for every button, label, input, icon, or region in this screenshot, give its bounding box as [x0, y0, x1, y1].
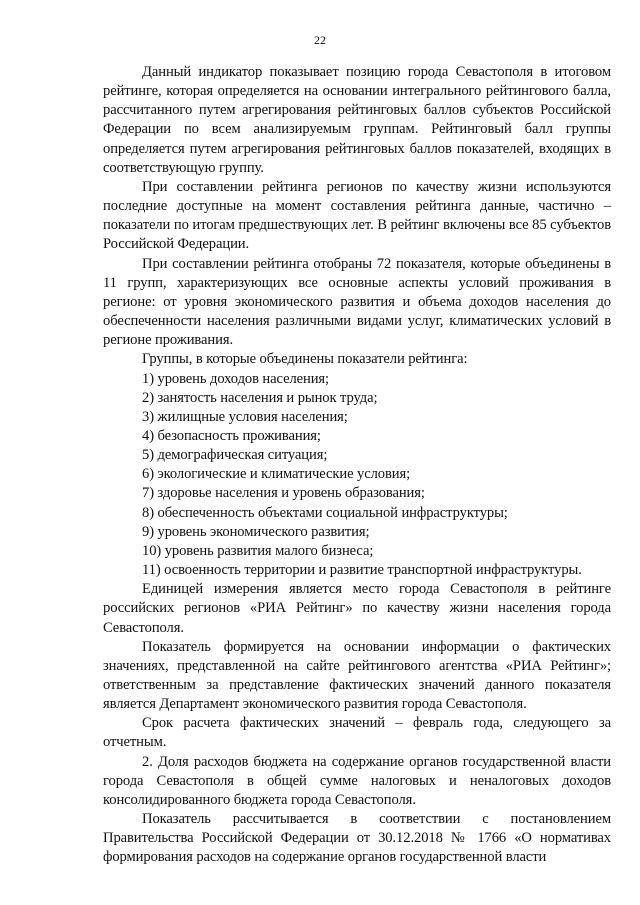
list-item: 1) уровень доходов населения; [142, 370, 329, 387]
list-item: 6) экологические и климатические условия; [142, 466, 411, 483]
document-body [103, 63, 611, 868]
list-item: 3) жилищные условия населения; [142, 408, 348, 425]
list-item: 9) уровень экономического развития; [142, 523, 370, 540]
list-item: 5) демографическая ситуация; [142, 447, 328, 464]
list-item: 4) безопасность проживания; [142, 427, 321, 444]
paragraph-rating-data: При составлении рейтинга регионов по качеству жизни используются последние доступные на момент составления рейтинга данные, частично – показатели по итогам предшествующих лет. В рейтинг включены все 85 субъектов Российской Федерации. [103, 178, 611, 253]
list-item: 10) уровень развития малого бизнеса; [142, 542, 374, 559]
list-item: 11) освоенность территории и развитие транспортной инфраструктуры. [142, 562, 582, 579]
list-item: 8) обеспеченность объектами социальной инфраструктуры; [142, 504, 508, 521]
list-item: 2) занятость населения и рынок труда; [142, 389, 378, 406]
page-number: 22 [314, 33, 326, 47]
groups-list [103, 370, 611, 581]
paragraph-indicator-2-title: 2. Доля расходов бюджета на содержание органов государственной власти города Севастополя в общей сумме налоговых и неналоговых доходов консолидированного бюджета города Севастополя. [103, 753, 611, 808]
paragraph-calculation-deadline: Срок расчета фактических значений – февраль года, следующего за отчетным. [103, 715, 611, 751]
paragraph-rating-indicators: При составлении рейтинга отобраны 72 показателя, которые объединены в 11 групп, характеризующих все основные аспекты условий проживания в регионе: от уровня экономического развития и объема доходов населения до обеспеченности населения различными видами услуг, климатических условий в регионе проживания. [103, 255, 611, 349]
paragraph-indicator-2-calculation: Показатель рассчитывается в соответствии с постановлением Правительства Российской Федерации от 30.12.2018 № 1766 «О нормативах формирования расходов на содержание органов государственной власти [103, 811, 611, 866]
paragraph-indicator-description: Данный индикатор показывает позицию города Севастополя в итоговом рейтинге, которая определяется на основании интегрального рейтингового балла, рассчитанного путем агрегирования рейтинговых баллов субъектов Российской Федерации по всем анализируемым группам. Рейтинговый балл группы определяется путем агрегирования рейтинговых баллов показателей, входящих в соответствующую группу. [103, 64, 611, 176]
paragraph-groups-intro: Группы, в которые объединены показатели рейтинга: [142, 351, 468, 368]
paragraph-data-source: Показатель формируется на основании информации о фактических значениях, представленной на сайте рейтингового агентства «РИА Рейтинг»; ответственным за представление фактических значений данного показателя является Департамент экономического развития города Севастополя. [103, 638, 611, 713]
list-item: 7) здоровье населения и уровень образования; [142, 485, 425, 502]
paragraph-unit-of-measure: Единицей измерения является место города Севастополя в рейтинге российских регионов «РИА Рейтинг» по качеству жизни населения города Севастополя. [103, 581, 611, 636]
